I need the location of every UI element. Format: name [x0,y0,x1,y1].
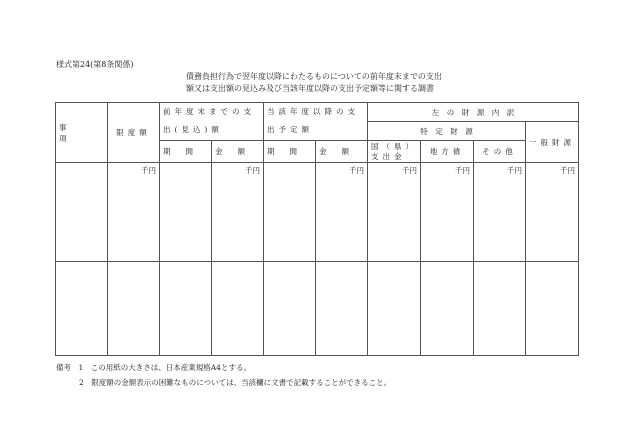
cell-item[interactable] [56,262,108,356]
title-line-2: 額又は支出額の見込み及び当該年度以降の支出予定額等に関する調書 [186,84,434,93]
header-future-period: 期 間 [264,141,316,163]
notes [56,360,391,390]
header-limit: 限度額 [108,103,160,163]
header-specific-funds: 特 定 財 源 [368,122,526,141]
header-national-subsidy: 国（県）支出金 [368,141,421,163]
document-title [186,71,442,95]
cell-future-amount[interactable]: 千円 [316,163,368,262]
cell-national-subsidy[interactable]: 千円 [368,163,421,262]
report-table [55,102,579,356]
cell-general-funds[interactable]: 千円 [526,163,579,262]
cell-national-subsidy[interactable] [368,262,421,356]
header-item: 事 項 [56,103,108,163]
cell-limit[interactable] [108,262,160,356]
cell-other[interactable] [474,262,526,356]
table-row [56,262,579,356]
header-prior-period: 期 間 [160,141,212,163]
cell-other[interactable]: 千円 [474,163,526,262]
cell-general-funds[interactable] [526,262,579,356]
cell-local-bonds[interactable]: 千円 [421,163,474,262]
header-prior-amount: 金 額 [212,141,264,163]
cell-future-period[interactable] [264,163,316,262]
cell-item[interactable] [56,163,108,262]
header-funding-breakdown: 左 の 財 源 内 訳 [368,103,579,122]
title-line-1: 債務負担行為で翌年度以降にわたるものについての前年度末までの支出 [186,72,442,81]
header-future-amount: 金 額 [316,141,368,163]
header-prior-expense: 前年度末までの支出(見込)額 [160,103,264,141]
cell-future-period[interactable] [264,262,316,356]
note-1: 1 この用紙の大きさは、日本産業規格A4とする。 [78,363,251,372]
cell-prior-period[interactable] [160,163,212,262]
header-general-funds: 一般財源 [526,122,579,163]
note-2: 2 限度額の金額表示の困難なものについては、当該欄に文書で記載することができること。 [79,378,392,387]
cell-local-bonds[interactable] [421,262,474,356]
header-future-expense: 当該年度以降の支出予定額 [264,103,368,141]
cell-prior-period[interactable] [160,262,212,356]
table-row [56,163,579,262]
cell-future-amount[interactable] [316,262,368,356]
cell-prior-amount[interactable] [212,262,264,356]
cell-prior-amount[interactable]: 千円 [212,163,264,262]
header-other: その他 [474,141,526,163]
form-number: 様式第24(第8条関係) [56,60,134,69]
notes-label: 備考 [56,363,71,372]
cell-limit[interactable]: 千円 [108,163,160,262]
header-local-bonds: 地方債 [421,141,474,163]
